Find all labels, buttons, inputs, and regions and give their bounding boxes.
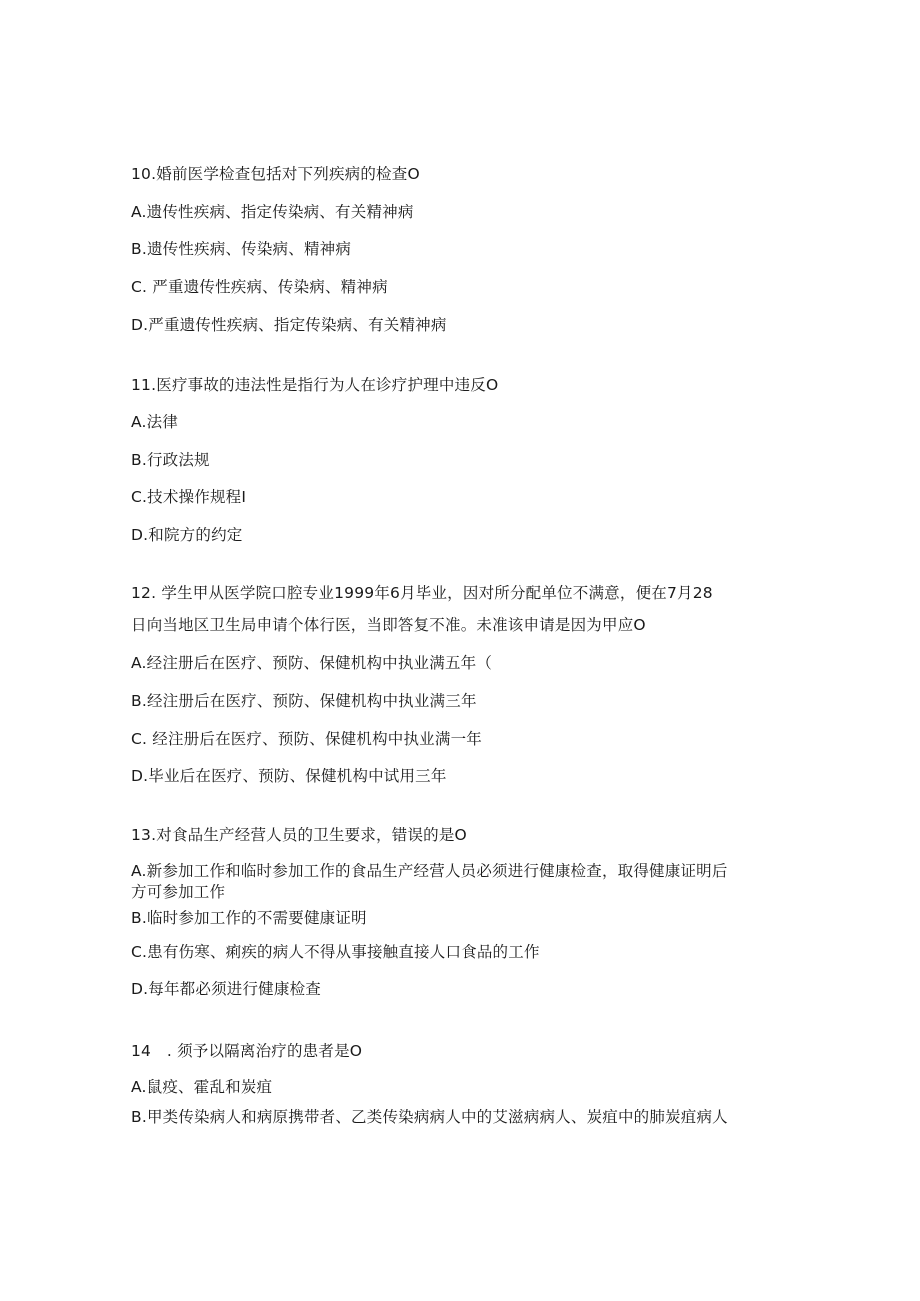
question-10-stem: 10.婚前医学检查包括对下列疾病的检查O — [131, 165, 420, 183]
question-13-option-b: B.临时参加工作的不需要健康证明 — [131, 909, 367, 927]
question-11-option-b: B.行政法规 — [131, 451, 210, 469]
question-13-option-a-line-2: 方可参加工作 — [131, 883, 226, 901]
question-12-option-c: C. 经注册后在医疗、预防、保健机构中执业满一年 — [131, 730, 482, 748]
question-14-option-b: B.甲类传染病人和病原携带者、乙类传染病病人中的艾滋病病人、炭疽中的肺炭疽病人 — [131, 1108, 728, 1126]
question-13-stem: 13.对食品生产经营人员的卫生要求，错误的是O — [131, 826, 467, 844]
question-12-option-d: D.毕业后在医疗、预防、保健机构中试用三年 — [131, 767, 447, 785]
question-14-stem: 14 . 须予以隔离治疗的患者是O — [131, 1042, 363, 1060]
question-11-stem: 11.医疗事故的违法性是指行为人在诊疗护理中违反O — [131, 376, 499, 394]
question-11-option-c: C.技术操作规程I — [131, 488, 247, 506]
question-10-option-c: C. 严重遗传性疾病、传染病、精神病 — [131, 278, 388, 296]
question-13-option-d: D.每年都必须进行健康检查 — [131, 980, 321, 998]
question-12-option-b: B.经注册后在医疗、预防、保健机构中执业满三年 — [131, 692, 477, 710]
question-12-option-a: A.经注册后在医疗、预防、保健机构中执业满五年（ — [131, 654, 493, 672]
question-10-option-b: B.遗传性疾病、传染病、精神病 — [131, 240, 352, 258]
question-11-option-a: A.法律 — [131, 413, 179, 431]
question-14-option-a: A.鼠疫、霍乱和炭疽 — [131, 1078, 273, 1096]
question-11-option-d: D.和院方的约定 — [131, 526, 243, 544]
question-12-stem-line-2: 日向当地区卫生局申请个体行医，当即答复不准。未准该申请是因为甲应O — [131, 616, 646, 634]
question-13-option-c: C.患有伤寒、痢疾的病人不得从事接触直接人口食品的工作 — [131, 943, 540, 961]
question-12-stem-line-1: 12. 学生甲从医学院口腔专业1999年6月毕业，因对所分配单位不满意，便在7月28 — [131, 584, 713, 602]
question-13-option-a-line-1: A.新参加工作和临时参加工作的食品生产经营人员必须进行健康检查，取得健康证明后 — [131, 862, 728, 880]
question-10-option-a: A.遗传性疾病、指定传染病、有关精神病 — [131, 203, 414, 221]
question-10-option-d: D.严重遗传性疾病、指定传染病、有关精神病 — [131, 316, 447, 334]
